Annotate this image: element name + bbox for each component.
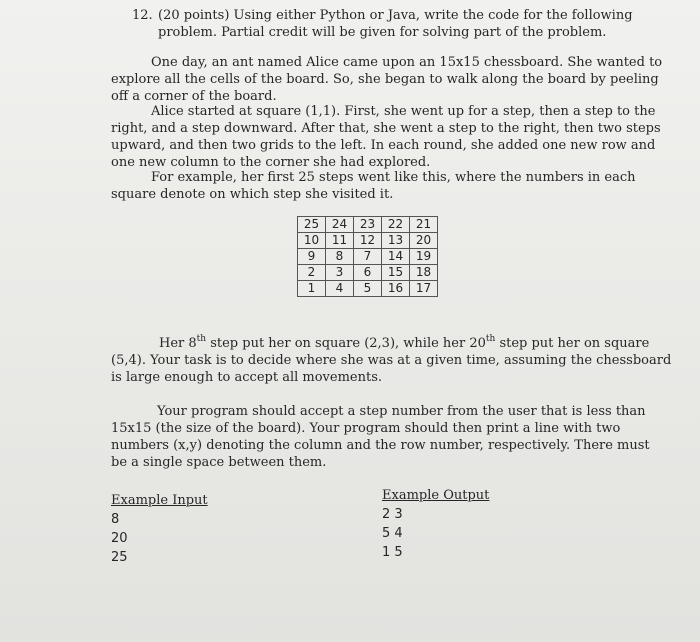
grid-row (298, 233, 438, 249)
example-output-value: 1 5 (382, 545, 403, 560)
grid-cell: 5 (354, 281, 382, 297)
grid-cell: 24 (326, 217, 354, 233)
grid-cell: 22 (382, 217, 410, 233)
grid-cell: 18 (410, 265, 438, 281)
paragraph-2-line-3: upward, and then two grids to the left. In each round, she added one new row and (111, 138, 656, 153)
paragraph-1-line-1: One day, an ant named Alice came upon an 15x15 chessboard. She wanted to (151, 55, 663, 70)
grid-row (298, 249, 438, 265)
grid-row (298, 265, 438, 281)
grid-cell: 8 (326, 249, 354, 265)
paragraph-4-line-1: Her 8th step put her on square (2,3), while her 20th step put her on square (159, 333, 650, 351)
grid-cell: 11 (326, 233, 354, 249)
example-output-block (382, 486, 489, 562)
grid-cell: 9 (298, 249, 326, 265)
grid-cell: 14 (382, 249, 410, 265)
grid-cell: 16 (382, 281, 410, 297)
paragraph-1-line-2: explore all the cells of the board. So, she began to walk along the board by peeling (111, 72, 659, 87)
step-grid-table (297, 216, 438, 297)
paragraph-4-line-3: is large enough to accept all movements. (111, 370, 383, 385)
grid-cell: 15 (382, 265, 410, 281)
paragraph-5-line-2: 15x15 (the size of the board). Your program should then print a line with two (111, 421, 621, 436)
problem-header-line-1: (20 points) Using either Python or Java, write the code for the following (158, 8, 633, 23)
paragraph-5-line-1: Your program should accept a step number from the user that is less than (157, 404, 646, 419)
grid-cell: 2 (298, 265, 326, 281)
grid-cell: 6 (354, 265, 382, 281)
paragraph-5-line-4: be a single space between them. (111, 455, 327, 470)
paragraph-3-line-2: square denote on which step she visited it. (111, 187, 394, 202)
example-input-block (111, 491, 208, 567)
grid-cell: 4 (326, 281, 354, 297)
paragraph-2-line-2: right, and a step downward. After that, she went a step to the right, then two steps (111, 121, 661, 136)
problem-number: 12. (132, 8, 153, 23)
example-input-value: 20 (111, 531, 128, 546)
example-input-header: Example Input (111, 493, 208, 508)
paragraph-1-line-3: off a corner of the board. (111, 89, 277, 104)
grid-cell: 13 (382, 233, 410, 249)
example-input-value: 25 (111, 550, 128, 565)
problem-header-line-2: problem. Partial credit will be given for solving part of the problem. (158, 25, 607, 40)
paragraph-2-line-1: Alice started at square (1,1). First, she went up for a step, then a step to the (151, 104, 656, 119)
paragraph-5-line-3: numbers (x,y) denoting the column and the row number, respectively. There must (111, 438, 650, 453)
example-input-value: 8 (111, 512, 120, 527)
paragraph-4-line-2: (5,4). Your task is to decide where she was at a given time, assuming the chessboard (111, 353, 672, 368)
grid-cell: 25 (298, 217, 326, 233)
paragraph-2-line-4: one new column to the corner she had explored. (111, 155, 431, 170)
example-output-value: 2 3 (382, 507, 403, 522)
grid-row (298, 217, 438, 233)
example-output-header: Example Output (382, 488, 490, 503)
grid-cell: 20 (410, 233, 438, 249)
grid-cell: 17 (410, 281, 438, 297)
example-output-value: 5 4 (382, 526, 403, 541)
grid-cell: 10 (298, 233, 326, 249)
grid-row (298, 281, 438, 297)
grid-cell: 21 (410, 217, 438, 233)
grid-cell: 1 (298, 281, 326, 297)
grid-cell: 7 (354, 249, 382, 265)
grid-cell: 23 (354, 217, 382, 233)
grid-cell: 19 (410, 249, 438, 265)
paragraph-3-line-1: For example, her first 25 steps went like this, where the numbers in each (151, 170, 636, 185)
grid-cell: 12 (354, 233, 382, 249)
grid-cell: 3 (326, 265, 354, 281)
